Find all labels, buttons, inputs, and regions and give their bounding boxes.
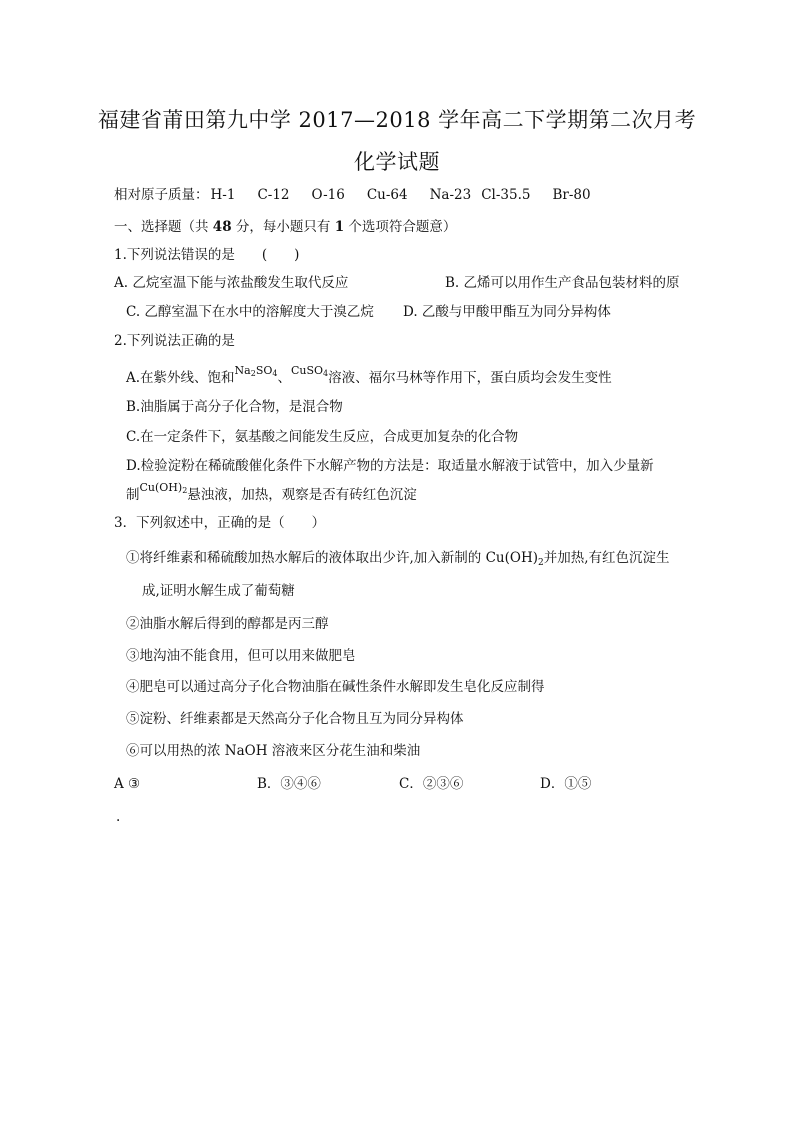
question-2-option-a: A.在紫外线、饱和$Na_2SO_4$、CuSO$_4$溶液、福尔马林等作用下，蛋白质均会发生变性 [126,364,612,386]
question-3-statement-6: ⑥可以用热的浓 NaOH 溶液来区分花生油和柴油 [126,743,421,759]
question-1-option-c: C. 乙醇室温下在水中的溶解度大于溴乙烷 [126,304,374,320]
question-3-statement-4: ④肥皂可以通过高分子化合物油脂在碱性条件水解即发生皂化反应制得 [126,679,545,695]
formula-cuso4: CuSO$_4$ [290,364,329,378]
trailing-dot: . [116,809,121,825]
question-3-stem: 3．下列叙述中，正确的是（ ） [114,515,326,531]
atomic-mass-item: Br-80 [552,187,591,203]
question-2-stem: 2.下列说法正确的是 [114,333,235,349]
question-1-stem: 1.下列说法错误的是 ( ) [114,247,300,263]
section-heading: 一、选择题（共 48 分，每小题只有 1 个选项符合题意） [114,219,457,235]
question-2-option-d-line2: 制$Cu(OH)_2$悬浊液，加热，观察是否有砖红色沉淀 [126,481,417,503]
exam-title: 福建省莆田第九中学 2017—2018 学年高二下学期第二次月考 [97,108,697,132]
question-3-option-c: C．②③⑥ [399,776,464,792]
question-1-option-a: A. 乙烷室温下能与浓盐酸发生取代反应 [114,275,349,291]
question-2-option-c: C.在一定条件下，氨基酸之间能发生反应，合成更加复杂的化合物 [126,429,519,445]
question-2-option-d-line1: D.检验淀粉在稀硫酸催化条件下水解产物的方法是：取适量水解液于试管中，加入少量新 [126,458,654,474]
question-3-statement-2: ②油脂水解后得到的醇都是丙三醇 [126,616,329,632]
question-3-option-b: B．③④⑥ [257,776,321,792]
exam-subject-title: 化学试题 [354,150,440,174]
atomic-mass-item: O-16 [311,187,345,203]
atomic-mass-item: Cl-35.5 [481,187,531,203]
question-2-option-b: B.油脂属于高分子化合物，是混合物 [126,399,343,415]
atomic-mass-item: H-1 [210,187,236,203]
atomic-mass-label: 相对原子质量： [114,187,209,203]
question-3-option-d: D．①⑤ [540,776,592,792]
question-3-option-a: A ③ [114,776,141,792]
formula-na2so4: $Na_2SO_4$ [234,364,278,378]
question-1-option-d: D. 乙酸与甲酸甲酯互为同分异构体 [403,304,611,320]
atomic-mass-item: Cu-64 [366,187,408,203]
question-3-statement-1: ①将纤维素和稀硫酸加热水解后的液体取出少许,加入新制的 $Cu(OH)_2$并加热,有红色沉淀生 [126,550,670,568]
question-3-statement-1-cont: 成,证明水解生成了葡萄糖 [142,583,295,599]
atomic-mass-item: Na-23 [429,187,472,203]
question-3-statement-3: ③地沟油不能食用，但可以用来做肥皂 [126,648,356,664]
question-1-option-b: B. 乙烯可以用作生产食品包装材料的原 [445,275,680,291]
atomic-mass-row [114,186,613,204]
formula-cuoh2: $Cu(OH)_2$ [139,481,188,495]
question-3-statement-5: ⑤淀粉、纤维素都是天然高分子化合物且互为同分异构体 [126,711,464,727]
atomic-mass-item: C-12 [257,187,290,203]
